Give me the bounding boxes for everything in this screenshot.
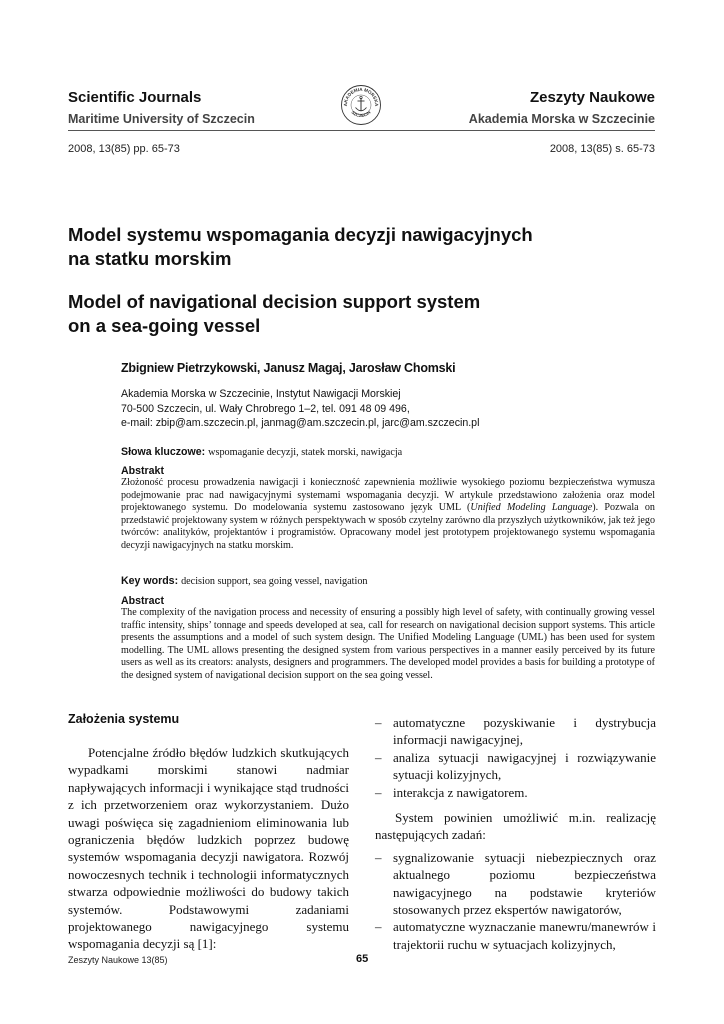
list-dash: – [375, 749, 382, 765]
affiliation-emails: e-mail: zbip@am.szczecin.pl, janmag@am.szczecin.pl, jarc@am.szczecin.pl [121, 417, 480, 429]
abstract-polish-text-part-2: ). Pozwala on przedstawić projektowany system w różnych perspektywach w sposób czytelny zarówno dla przyszłych użytkowników, jak też jego twórców: analityków, projektantów i programistów. Opracowany model jest prototypem projektowanego systemu wspomagania decyzji nawigacyjnych na statku morskim. [121, 502, 655, 551]
list-item-text: interakcja z nawigatorem. [393, 784, 528, 800]
keywords-english-label: Key words: [121, 575, 179, 587]
abstract-polish [121, 465, 655, 553]
body-paragraph-left: Potencjalne źródło błędów ludzkich skutkujących wypadkami morskimi stanowi nadmiar napływających informacji i wynikające stąd trudności z ich przetworzeniem oraz wykorzystaniem. Dużo uwagi poświęca się zagadnieniom eliminowania lub ograniczenia błędów ludzkich poprzez budowę systemów wspomagania decyzji nawigatora. Rozwój nowoczesnych technik i technologii informatycznych stwarza odpowiednie możliwości do budowy takich systemów. Podstawowymi zadaniami projektowanego nawigacyjnego systemu wspomagania decyzji są [1]: [68, 745, 349, 952]
list-item-text: analiza sytuacji nawigacyjnej i rozwiązywanie sytuacji kolizyjnych, [393, 749, 656, 783]
list-item [375, 849, 656, 919]
list-dash: – [375, 919, 382, 935]
journal-name-en: Scientific Journals [68, 89, 202, 106]
keywords-english-value: decision support, sea going vessel, navigation [181, 576, 368, 587]
list-dash: – [375, 715, 382, 730]
affiliation-institute: Akademia Morska w Szczecinie, Instytut Nawigacji Morskiej [121, 388, 401, 400]
abstract-english-text: The complexity of the navigation process and necessity of ensuring a possibly high level of safety, with continually growing vessel traffic intensity, ships’ tonnage and speeds developed at sea, call for research on navigational decision support systems. This article presents the assumptions and a model of such system design. The Unified Modeling Language (UML) has been used for system modelling. The UML allows presenting the designed system from various perspectives in a manner easily perceived by its future users as well as its creators: analysts, designers and programmers. The developed model provides a basis for building a prototype of the designed system of navigational decision support on the sea going vessel. [121, 607, 655, 681]
svg-text:AKADEMIA MORSKA: AKADEMIA MORSKA [342, 86, 380, 107]
list-item [375, 714, 656, 749]
citation-ref-en: 2008, 13(85) pp. 65-73 [68, 143, 180, 155]
title-polish-line-2: na statku morskim [68, 248, 232, 269]
header-divider [68, 130, 655, 131]
journal-header-right [469, 88, 655, 129]
list-item [375, 749, 656, 784]
citation-ref-pl: 2008, 13(85) s. 65-73 [549, 143, 655, 155]
list-item [375, 784, 656, 801]
keywords-english [121, 575, 655, 587]
abstract-polish-text-italic: Unified Modeling Language [470, 502, 593, 514]
abstract-english-heading: Abstract [121, 595, 164, 607]
affiliation-address: 70-500 Szczecin, ul. Wały Chrobrego 1–2, tel. 091 48 09 496, [121, 402, 410, 415]
abstract-polish-heading: Abstrakt [121, 465, 164, 477]
title-polish [68, 223, 668, 271]
svg-text:SZCZECIN: SZCZECIN [350, 109, 372, 119]
list-item [375, 918, 656, 953]
body-column-right [375, 714, 656, 953]
university-name-pl: Akademia Morska w Szczecinie [468, 112, 655, 126]
footer-journal: Zeszyty Naukowe 13(85) [68, 955, 168, 965]
body-paragraph-right: System powinien umożliwić m.in. realizację następujących zadań: [375, 810, 656, 843]
author-list: Zbigniew Pietrzykowski, Janusz Magaj, Jarosław Chomski [121, 361, 456, 375]
abstract-polish-text-part-1: Złożoność procesu prowadzenia nawigacji i konieczność zapewnienia możliwie wysokiego poziomu bezpieczeństwa wymusza podejmowanie prac nad nawigacyjnymi systemami wspomagania decyzji. W artykule przedstawiono założenia oraz model projektowanego systemu. Do modelowania systemu zastosowano język UML ( [121, 477, 655, 514]
list-item-text: automatyczne pozyskiwanie i dystrybucja informacji nawigacyjnej, [393, 715, 656, 748]
journal-name-pl: Zeszyty Naukowe [529, 89, 655, 106]
list-dash: – [375, 849, 382, 865]
affiliation [121, 387, 479, 431]
list-dash: – [375, 784, 382, 800]
university-name-en: Maritime University of Szczecin [68, 112, 255, 126]
list-item-text: automatyczne wyznaczanie manewru/manewrów i trajektorii ruchu w sytuacjach kolizyjnych, [393, 919, 656, 952]
journal-header-left [68, 88, 255, 129]
title-english-line-2: on a sea-going vessel [68, 315, 261, 336]
title-english [68, 290, 668, 338]
title-polish-line-1: Model systemu wspomagania decyzji nawigacyjnych [68, 224, 533, 245]
title-english-line-1: Model of navigational decision support system [68, 291, 481, 312]
section-heading: Założenia systemu [68, 712, 180, 726]
keywords-polish [121, 446, 655, 458]
keywords-polish-value: wspomaganie decyzji, statek morski, nawigacja [208, 447, 403, 458]
page-number: 65 [356, 953, 369, 965]
list-item-text: sygnalizowanie sytuacji niebezpiecznych oraz aktualnego poziomu bezpieczeństwa nawigacyjnego na podstawie kryteriów stosowanych przez ekspertów nawigatorów, [393, 849, 656, 918]
university-seal-logo [340, 84, 382, 126]
abstract-polish-text [121, 477, 655, 553]
abstract-english [121, 595, 655, 683]
keywords-polish-label: Słowa kluczowe: [121, 446, 206, 458]
